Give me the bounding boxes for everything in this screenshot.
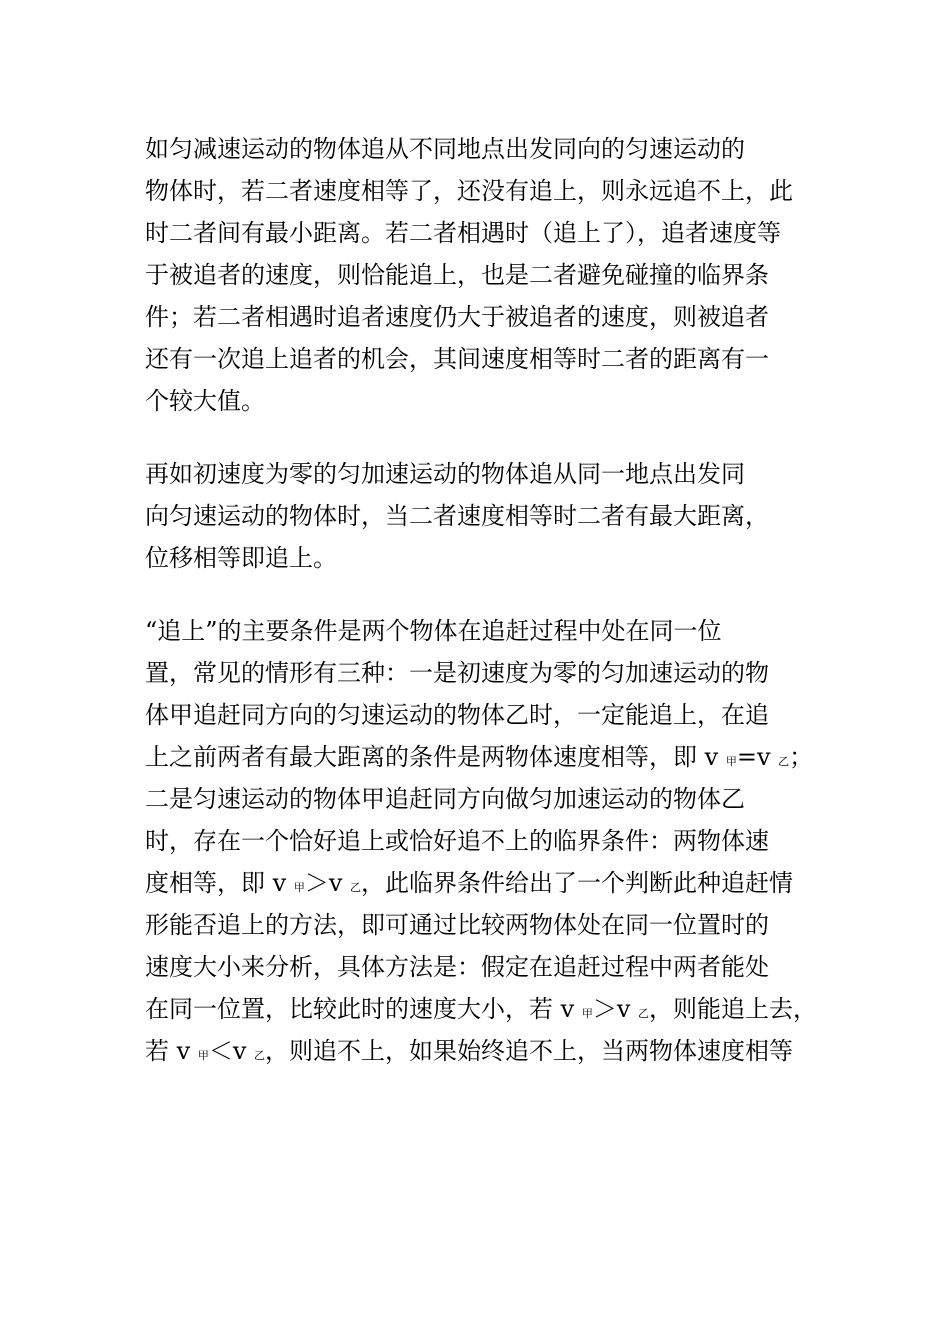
text-line: 二是匀速运动的物体甲追赶同方向做匀加速运动的物体乙 — [145, 785, 745, 813]
velocity-subscript: 甲 — [197, 1049, 209, 1062]
text-segment: 度相等，即 — [145, 869, 265, 897]
velocity-symbol: v — [553, 995, 582, 1023]
comparison-operator: = — [736, 743, 757, 771]
text-line: 时，存在一个恰好追上或恰好追不上的临界条件：两物体速 — [145, 827, 769, 855]
comparison-operator: ＞ — [592, 995, 617, 1023]
velocity-subscript: 乙 — [350, 881, 362, 894]
velocity-symbol: v — [756, 743, 779, 771]
text-line: 时二者间有最小距离。若二者相遇时（追上了），追者速度等 — [145, 219, 781, 247]
text-segment: ，则追不上，如果始终追不上，当两物体速度相等 — [265, 1037, 794, 1065]
text-segment: 上之前两者有最大距离的条件是两物体速度相等，即 — [145, 743, 697, 771]
text-line-with-formula — [145, 862, 815, 904]
text-line: 还有一次追上追者的机会，其间速度相等时二者的距离有一 — [145, 345, 769, 373]
comparison-operator: ＜ — [208, 1037, 233, 1065]
text-line: 件；若二者相遇时追者速度仍大于被追者的速度，则被追者 — [145, 303, 769, 331]
text-line: 位移相等即追上。 — [145, 544, 337, 572]
text-line: 速度大小来分析，具体方法是：假定在追赶过程中两者能处 — [145, 953, 769, 981]
velocity-subscript: 甲 — [293, 881, 305, 894]
text-line-with-formula — [145, 736, 815, 778]
text-line: 物体时，若二者速度相等了，还没有追上，则永远追不上，此 — [145, 177, 793, 205]
text-segment: 若 — [145, 1037, 169, 1065]
text-line: 向匀速运动的物体时，当二者速度相等时二者有最大距离， — [145, 502, 769, 530]
text-line: 如匀减速运动的物体追从不同地点出发同向的匀速运动的 — [145, 135, 745, 163]
velocity-subscript: 乙 — [638, 1007, 650, 1020]
text-line: 形能否追上的方法，即可通过比较两物体处在同一位置时的 — [145, 911, 769, 939]
text-segment: ； — [789, 743, 814, 771]
velocity-symbol: v — [265, 869, 294, 897]
velocity-subscript: 乙 — [778, 755, 790, 768]
velocity-symbol: v — [232, 1037, 255, 1065]
document-page — [145, 128, 818, 1103]
text-line: 体甲追赶同方向的匀速运动的物体乙时，一定能追上，在追 — [145, 701, 769, 729]
paragraph-deceleration-chase — [145, 128, 815, 422]
paragraph-acceleration-chase — [145, 453, 815, 579]
comparison-operator: ＞ — [304, 869, 329, 897]
text-line: 再如初速度为零的匀加速运动的物体追从同一地点出发同 — [145, 460, 745, 488]
velocity-symbol: v — [616, 995, 639, 1023]
text-line: 置，常见的情形有三种：一是初速度为零的匀加速运动的物 — [145, 659, 769, 687]
velocity-symbol: v — [169, 1037, 198, 1065]
velocity-subscript: 乙 — [254, 1049, 266, 1062]
text-line-with-formula — [145, 988, 818, 1030]
text-segment: ，则能追上去， — [649, 995, 818, 1023]
text-segment: ，此临界条件给出了一个判断此种追赶情 — [361, 869, 794, 897]
text-line: 个较大值。 — [145, 387, 265, 415]
velocity-symbol: v — [328, 869, 351, 897]
text-line-with-formula — [145, 1030, 815, 1072]
text-line: “追上”的主要条件是两个物体在追赶过程中处在同一位 — [145, 617, 722, 645]
text-segment: 在同一位置，比较此时的速度大小，若 — [145, 995, 553, 1023]
velocity-subscript: 甲 — [581, 1007, 593, 1020]
paragraph-catch-up-conditions — [145, 610, 818, 1072]
velocity-subscript: 甲 — [725, 755, 737, 768]
velocity-symbol: v — [697, 743, 726, 771]
text-line: 于被追者的速度，则恰能追上，也是二者避免碰撞的临界条 — [145, 261, 769, 289]
